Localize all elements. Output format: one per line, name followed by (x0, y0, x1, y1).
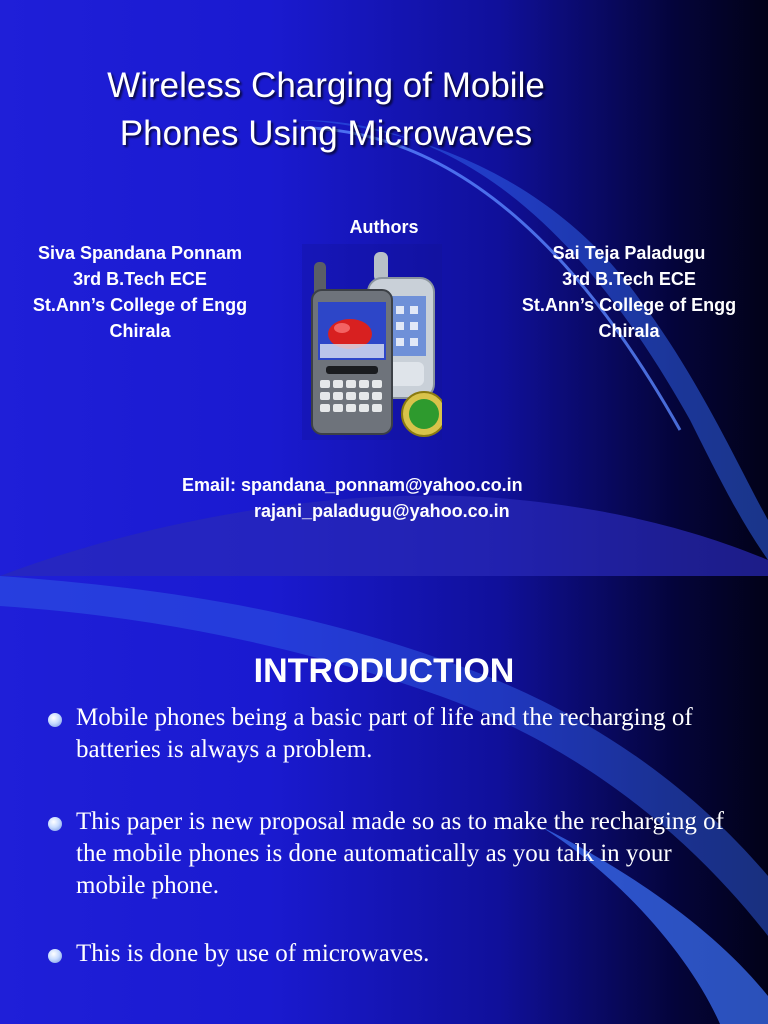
email-block (182, 472, 682, 524)
bullet-text: Mobile phones being a basic part of life and the recharging of batteries is always a problem. (76, 704, 693, 763)
email-line-1: Email: spandana_ponnam@yahoo.co.in (182, 475, 523, 495)
author-2-city: Chirala (598, 321, 660, 341)
author-1-college: St.Ann’s College of Engg (32, 295, 248, 315)
list-item (46, 702, 736, 766)
mobile-phones-illustration (302, 244, 442, 440)
author-2-name: Sai Teja Paladugu (552, 243, 706, 263)
list-item (46, 938, 736, 970)
bullet-text: This paper is new proposal made so as to make the recharging of the mobile phones is done automatically as you talk in your mobile phone. (76, 808, 724, 899)
slide-title (0, 62, 652, 158)
author-1-name: Siva Spandana Ponnam (37, 243, 243, 263)
authors-heading: Authors (349, 217, 419, 237)
title-line-1: Wireless Charging of Mobile (107, 66, 545, 105)
bullet-icon (48, 949, 62, 963)
best-buy-badge-icon (402, 392, 442, 436)
author-2-year: 3rd B.Tech ECE (562, 269, 696, 289)
bullet-icon (48, 713, 62, 727)
bullet-text: This is done by use of microwaves. (76, 940, 430, 967)
author-1-block (0, 240, 280, 344)
bullet-icon (48, 817, 62, 831)
title-line-2: Phones Using Microwaves (119, 114, 533, 153)
author-1-year: 3rd B.Tech ECE (73, 269, 207, 289)
section-heading: INTRODUCTION (253, 652, 515, 690)
bullet-list (46, 702, 736, 1010)
list-item (46, 806, 736, 902)
email-line-2: rajani_paladugu@yahoo.co.in (254, 501, 510, 521)
author-1-city: Chirala (109, 321, 171, 341)
author-2-block (490, 240, 768, 344)
author-2-college: St.Ann’s College of Engg (521, 295, 737, 315)
